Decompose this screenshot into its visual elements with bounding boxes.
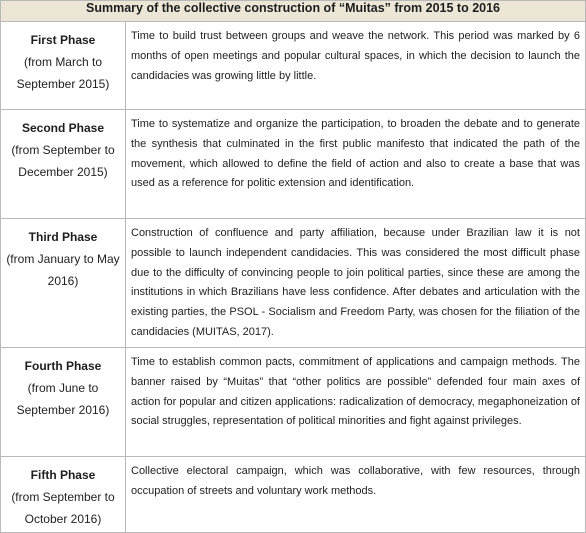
phase-name: First Phase	[30, 33, 96, 47]
phase-dates: (from January to May 2016)	[6, 251, 120, 288]
phase-cell	[1, 219, 126, 348]
phase-cell	[1, 457, 126, 533]
table-header-row	[1, 1, 586, 22]
phase-dates: (from June to September 2016)	[16, 380, 110, 417]
phase-description: Time to systematize and organize the participation, to broaden the debate and to generate the synthesis that culminated in the first public manifesto that indicated the path of the movement, which allowed to define the field of action and also to create a base that was used as a reference for politic extension and identification.	[126, 110, 586, 219]
phase-description: Time to build trust between groups and weave the network. This period was marked by 6 months of open meetings and popular cultural spaces, in which the decision to launch the candidacies was growing little by little.	[126, 22, 586, 110]
phase-name: Fourth Phase	[24, 359, 102, 373]
phase-name: Second Phase	[21, 121, 105, 135]
phase-dates: (from March to September 2015)	[16, 54, 110, 91]
table-row	[1, 110, 586, 219]
phase-name: Third Phase	[28, 230, 98, 244]
phase-name: Fifth Phase	[30, 468, 96, 482]
phase-cell	[1, 110, 126, 219]
phase-description: Collective electoral campaign, which was collaborative, with few resources, through occupation of streets and voluntary work methods.	[126, 457, 586, 533]
table-row	[1, 22, 586, 110]
table-row	[1, 457, 586, 533]
phase-dates: (from September to October 2016)	[11, 489, 115, 526]
table-title: Summary of the collective construction of “Muitas” from 2015 to 2016	[1, 1, 586, 22]
phase-description: Construction of confluence and party affiliation, because under Brazilian law it is not possible to launch independent candidacies. This was considered the most difficult phase due to the difficulty of convincing people to join political parties, since these are among the institutions in which Brazilians have less confidence. After debates and articulation with the existing parties, the PSOL - Socialism and Freedom Party, was chosen for the filiation of the candidacies (MUITAS, 2017).	[126, 219, 586, 348]
phase-dates: (from September to December 2015)	[11, 142, 115, 179]
phase-cell	[1, 22, 126, 110]
table-row	[1, 219, 586, 348]
phase-description: Time to establish common pacts, commitment of applications and campaign methods. The banner raised by “Muitas” that “other politics are possible” defended four main axes of action for popular and citizen applications: radicalization of democracy, megaphoneization of social struggles, representation of political minorities and fight against privileges.	[126, 348, 586, 457]
table-row	[1, 348, 586, 457]
phase-cell	[1, 348, 126, 457]
